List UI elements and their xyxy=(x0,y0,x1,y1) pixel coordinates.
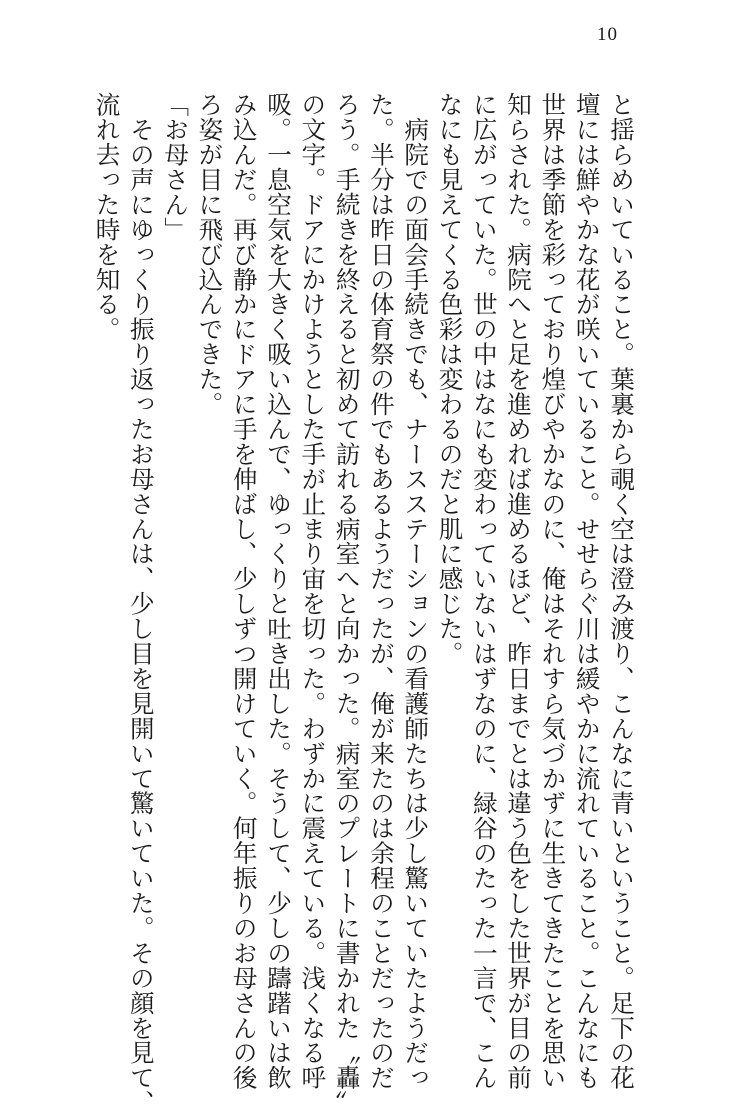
text-line: 病院での面会手続きでも、ナースステーションの看護師たちは少し驚いていたようだっ xyxy=(401,92,431,1090)
text-line: 流れ去った時を知る。 xyxy=(92,92,122,342)
text-line: その声にゆっくり振り返ったお母さんは、少し目を見開いて驚いていた。その顔を見て、 xyxy=(126,92,156,1115)
text-line: なにも見えてくる色彩は変わるのだと肌に感じた。 xyxy=(435,92,465,666)
text-line: 知らされた。病院へと足を進めれば進めるほど、昨日までとは違う色をした世界が目の前 xyxy=(504,92,534,1090)
text-line: 「お母さん」 xyxy=(161,92,191,242)
page-number: 10 xyxy=(597,24,618,45)
text-line: に広がっていた。世の中はなにも変わっていないはずなのに、緑谷のたった一言で、こん xyxy=(469,92,499,1090)
text-line: み込んだ。再び静かにドアに手を伸ばし、少しずつ開けていく。何年振りのお母さんの後 xyxy=(229,92,259,1090)
text-line: 壇には鮮やかな花が咲いていること。せせらぐ川は緩やかに流れていること。こんなにも xyxy=(572,92,602,1090)
text-line: と揺らめいていること。葉裏から覗く空は澄み渡り、こんなに青いということ。足下の花 xyxy=(607,92,636,1090)
text-line: の文字。ドアにかけようとした手が止まり宙を切った。わずかに震えている。浅くなる呼 xyxy=(298,92,328,1090)
text-line: ろう。手続きを終えると初めて訪れる病室へと向かった。病室のプレートに書かれた〝轟〟 xyxy=(332,92,362,1115)
text-line: 世界は季節を彩っており煌びやかなのに、俺はそれすら気づかずに生きてきたことを思い xyxy=(538,92,568,1090)
text-line: 吸。一息空気を大きく吸い込んで、ゆっくりと吐き出した。そうして、少しの躊躇いは飲 xyxy=(264,92,294,1090)
body-text xyxy=(78,92,638,1115)
text-line: ろ姿が目に飛び込んできた。 xyxy=(195,92,225,417)
text-line: た。半分は昨日の体育祭の件でもあるようだったが、俺が来たのは余程のことだったのだ xyxy=(366,92,396,1090)
